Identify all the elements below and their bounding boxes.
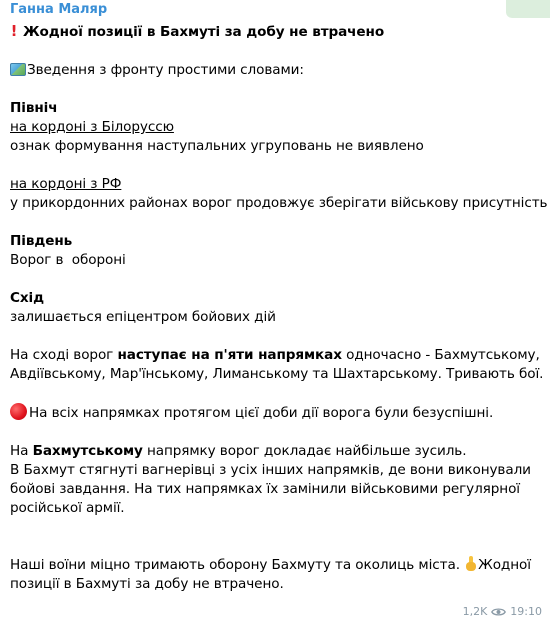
exclamation-icon: ! [10,22,18,40]
map-icon [10,63,26,76]
offensive-line-2: Авдіївському, Мар'їнському, Лиманському та Шахтарському. Тривають бої. [10,366,544,382]
south-heading: Південь [10,233,73,249]
offensive-line: На сході ворог наступає на п'яти напрямках одночасно - Бахмутському, [10,347,540,363]
spacer [10,537,540,556]
east-heading: Схід [10,290,44,306]
spacer [10,327,540,346]
spacer [10,518,540,537]
bakhmut-line-4: російської армії. [10,500,125,516]
spacer [10,42,540,61]
message-text [10,22,548,594]
belarus-link[interactable]: на кордоні з Білоруссю [10,119,174,135]
timestamp: 19:10 [510,605,542,618]
forward-button[interactable] [506,0,550,18]
bakhmut-line-3: бойові завдання. На тих напрямках їх замінили військовими регулярної [10,481,520,497]
intro-line: Зведення з фронту простими словами: [10,61,540,80]
closing-line-2: позиції в Бахмуті за добу не втрачено. [10,576,284,592]
north-heading: Північ [10,100,58,116]
closing-line: Наші воїни міцно тримають оборону Бахмуту та околиць міста. Жодної [10,557,531,573]
bakhmut-line: На Бахмутському напрямку ворог докладає найбільше зусиль. [10,443,467,459]
headline: ! Жодної позиції в Бахмуті за добу не втрачено [10,22,385,40]
bakhmut-line-2: В Бахмут стягнуті вагнерівці з усіх інших напрямків, де вони виконували [10,462,531,478]
spacer [10,156,540,175]
view-count: 1,2K [462,605,488,618]
spacer [10,270,540,289]
hand-icon [464,556,478,571]
belarus-text: ознак формування наступальних угруповань не виявлено [10,138,424,154]
russia-link[interactable]: на кордоні з РФ [10,176,122,192]
red-circle-icon [10,403,27,420]
east-text: залишається епіцентром бойових дій [10,309,276,325]
spacer [10,423,540,442]
sender-name[interactable]: Ганна Маляр [10,2,108,17]
spacer [10,80,540,99]
eye-icon [491,607,506,617]
message-meta [463,605,542,618]
unsuccessful-line: На всіх напрямках протягом цієї доби дії ворога були безуспішні. [10,403,540,423]
spacer [10,213,540,232]
spacer [10,384,540,403]
south-text: Ворог в обороні [10,252,126,268]
russia-text: у прикордонних районах ворог продовжує зберігати військову присутність [10,195,548,211]
